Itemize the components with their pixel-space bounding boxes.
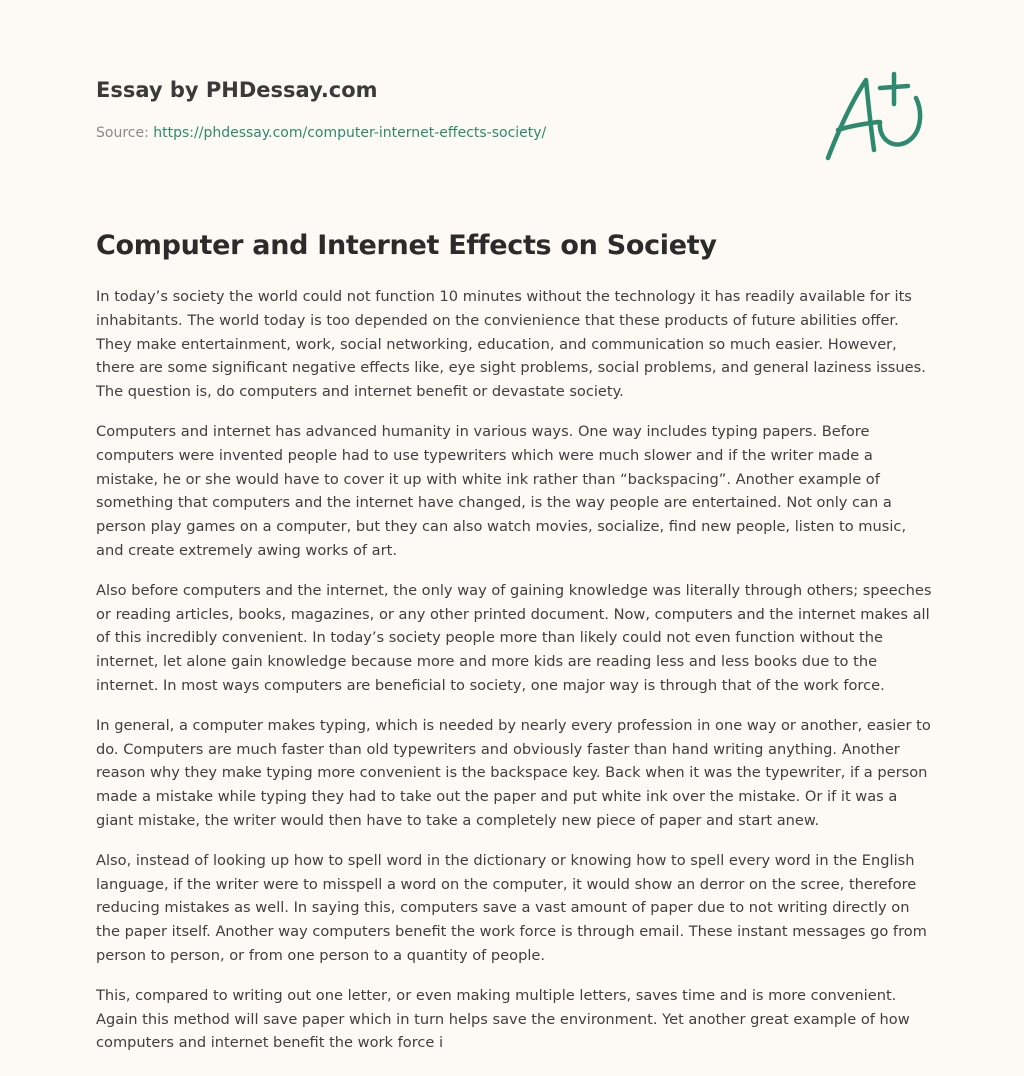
source-line (96, 124, 546, 142)
paragraph: Computers and internet has advanced humanity in various ways. One way includes typing papers. Before computers were invented people had to use typewriters which were much slower and if the writer made a mistake, he or she would have to cover it up with white ink rather than “backspacing”. Another example of something that computers and the internet have changed, is the way people are entertained. Not only can a person play games on a computer, but they can also watch movies, socialize, find new people, listen to music, and create extremely awing works of art. (96, 422, 907, 559)
paragraph: Also, instead of looking up how to spell word in the dictionary or knowing how to spell every word in the English language, if the writer were to misspell a word on the computer, it would show an derror on the scree, therefore reducing mistakes as well. In saying this, computers save a vast amount of paper due to not writing directly on the paper itself. Another way computers benefit the work force is through email. These instant messages go from person to person, or from one person to a quantity of people. (96, 851, 927, 964)
paragraph: Also before computers and the internet, the only way of gaining knowledge was literally through others; speeches or reading articles, books, magazines, or any other printed document. Now, computers and the internet makes all of this incredibly convenient. In today’s society people more than likely could not even function without the internet, let alone gain knowledge because more and more kids are reading less and less books due to the internet. In most ways computers are beneficial to society, one major way is through that of the work force. (96, 581, 932, 694)
paragraph: In today’s society the world could not function 10 minutes without the technology it has readily available for its inhabitants. The world today is too depended on the convienience that these products of future abilities offer. They make entertainment, work, social networking, education, and communication so much easier. However, there are some significant negative effects like, eye sight problems, social problems, and general laziness issues. The question is, do computers and internet benefit or devastate society. (96, 288, 926, 401)
essay-body (96, 285, 932, 1071)
essay-header (96, 70, 928, 170)
a-plus-grade-icon (824, 70, 928, 165)
paragraph: In general, a computer makes typing, which is needed by nearly every profession in one way or another, easier to do. Computers are much faster than old typewriters and obviously faster than hand writing anything. Another reason why they make typing more convenient is the backspace key. Back when it was the typewriter, if a person made a mistake while typing they had to take out the paper and put white ink over the mistake. Or if it was a giant mistake, the writer would then have to take a completely new piece of paper and start anew. (96, 716, 931, 829)
paragraph: This, compared to writing out one letter, or even making multiple letters, saves time and is more convenient. Again this method will save paper which in turn helps save the environment. Yet another great example of how computers and internet benefit the work force i (96, 986, 910, 1052)
source-link[interactable]: https://phdessay.com/computer-internet-effects-society/ (153, 125, 547, 141)
brand-title: Essay by PHDessay.com (96, 78, 378, 102)
source-label: Source: (96, 125, 154, 141)
essay-title: Computer and Internet Effects on Society (96, 230, 717, 261)
